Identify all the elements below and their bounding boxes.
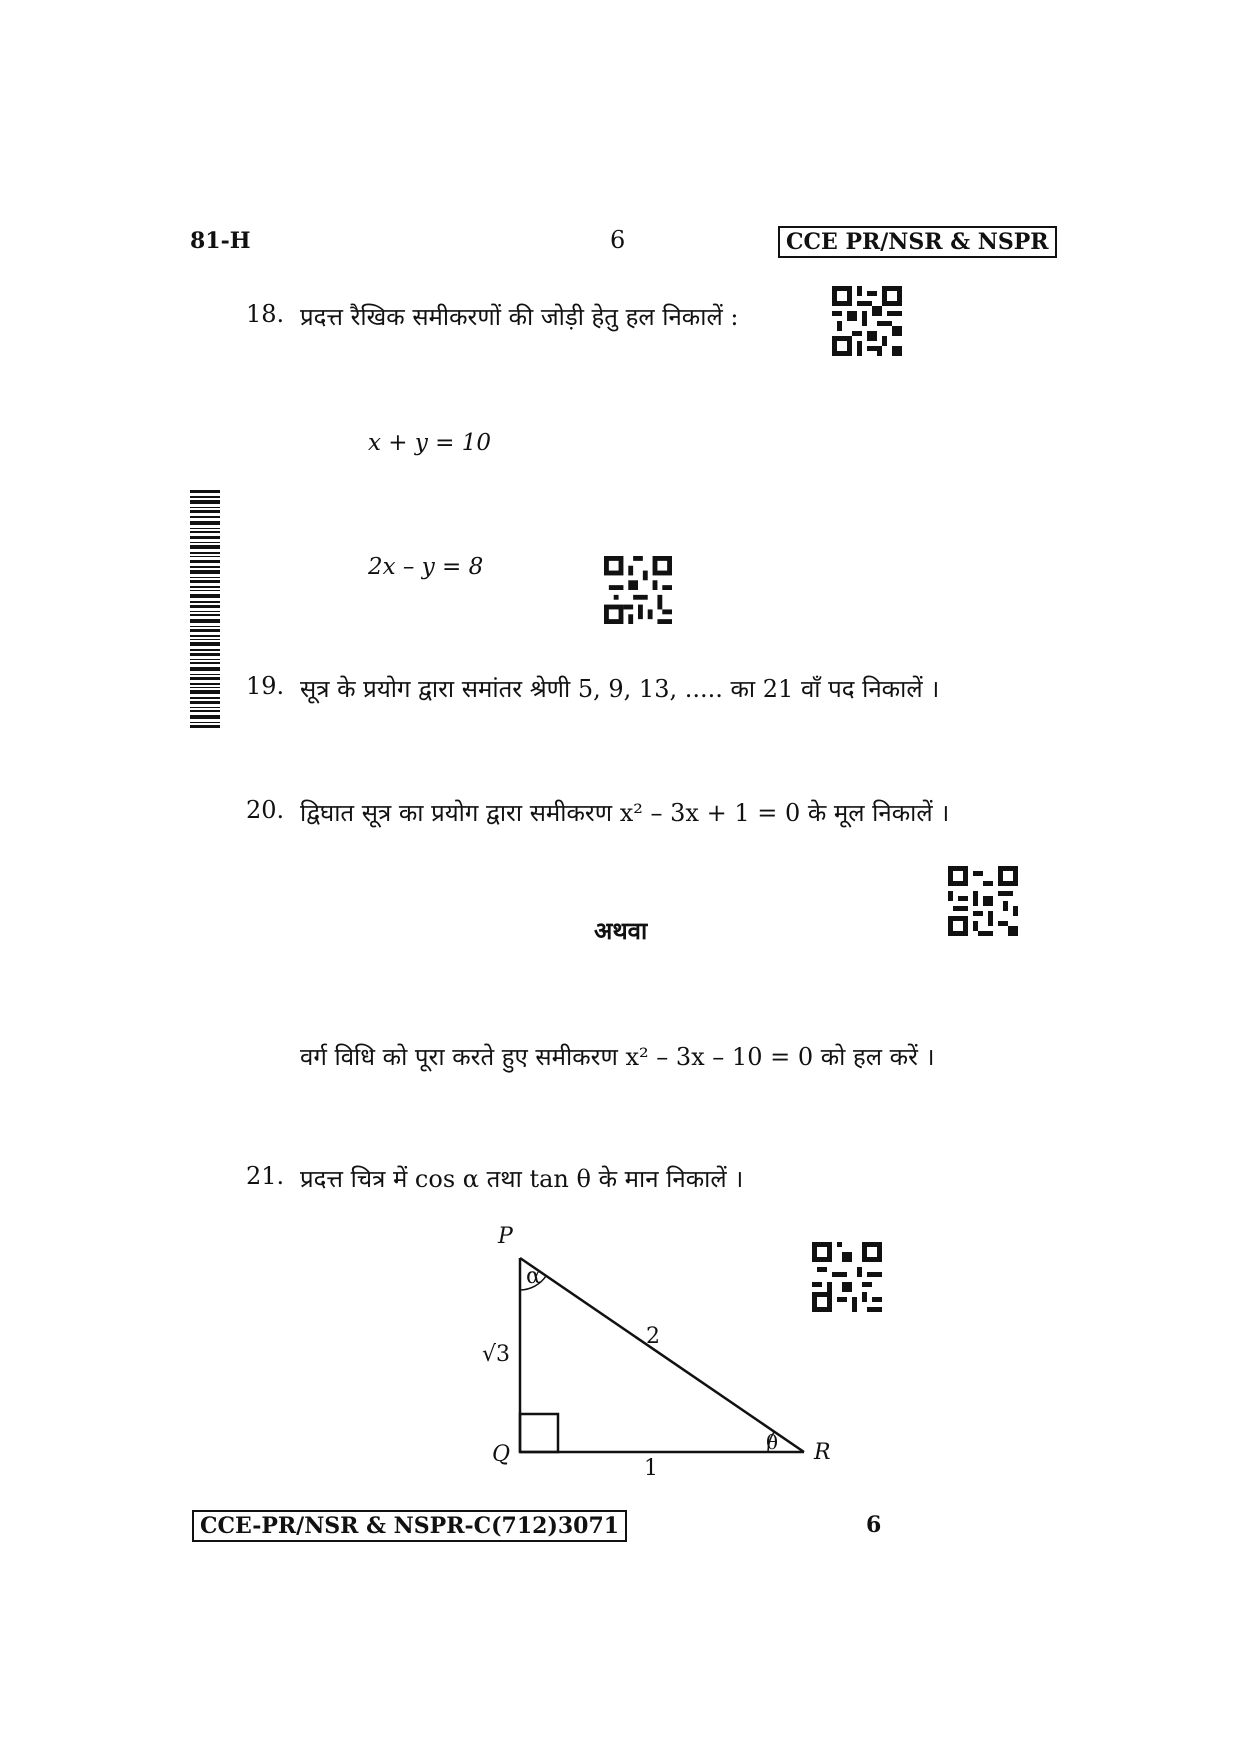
question-18-text: प्रदत्त रैखिक समीकरणों की जोड़ी हेतु हल निकालें : [300,303,739,331]
right-angle-marker [520,1414,558,1452]
question-19-number: 19. [246,672,285,700]
question-20-text: द्विघात सूत्र का प्रयोग द्वारा समीकरण x² – 3x + 1 = 0 के मूल निकालें । [300,799,950,827]
question-20-number: 20. [246,796,285,824]
question-21-number: 21. [246,1162,285,1190]
side-pr-label: 2 [646,1324,660,1349]
question-18-number: 18. [246,300,285,328]
equation-2: 2x – y = 8 [368,554,484,580]
question-19-text: सूत्र के प्रयोग द्वारा समांतर श्रेणी 5, 9, 13, ..... का 21 वाँ पद निकालें । [300,675,940,703]
page-number: 6 [610,226,626,254]
header-exam-code: CCE PR/NSR & NSPR [778,226,1057,258]
angle-theta-label: θ [766,1430,779,1454]
vertex-p-label: P [498,1224,513,1249]
vertex-r-label: R [814,1440,831,1465]
barcode-icon [190,490,220,730]
side-pr-line [520,1258,804,1452]
footer-page-number: 6 [866,1512,882,1538]
or-separator: अथवा [594,916,648,945]
equation-1: x + y = 10 [368,430,492,456]
qr-code-icon [604,556,672,624]
triangle-figure [470,1224,850,1490]
question-21-text: प्रदत्त चित्र में cos α तथा tan θ के मान निकालें । [300,1165,744,1193]
footer-exam-code: CCE-PR/NSR & NSPR-C(712)3071 [192,1510,627,1542]
question-20-alternative: वर्ग विधि को पूरा करते हुए समीकरण x² – 3x – 10 = 0 को हल करें । [300,1043,935,1071]
vertex-q-label: Q [492,1442,511,1467]
side-qr-label: 1 [644,1456,658,1481]
angle-alpha-label: α [526,1264,541,1289]
paper-code: 81-H [190,228,251,254]
side-pq-label: √3 [482,1342,511,1367]
qr-code-icon [832,286,902,356]
qr-code-icon [948,866,1018,936]
